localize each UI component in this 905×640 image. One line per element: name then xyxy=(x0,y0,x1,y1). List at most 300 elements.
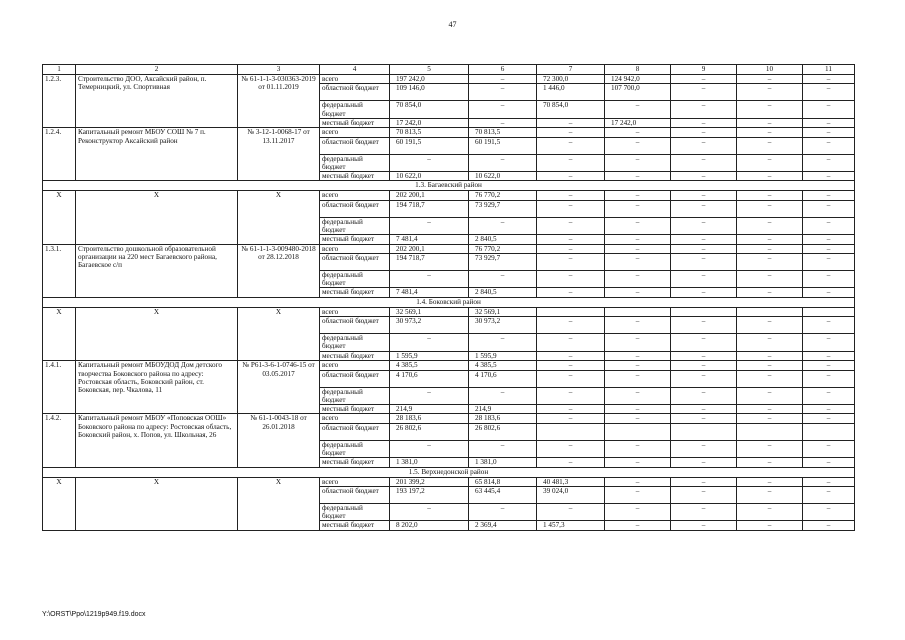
budget-source-label: областной бюджет xyxy=(320,84,390,101)
amount-cell: – xyxy=(737,235,803,244)
column-number: 6 xyxy=(469,65,537,75)
amount-cell: – xyxy=(671,235,737,244)
amount-cell: 10 622,0 xyxy=(469,172,537,181)
amount-cell: – xyxy=(803,128,855,137)
amount-cell: 1 457,3 xyxy=(537,521,605,530)
amount-cell: – xyxy=(605,440,671,457)
amount-cell: – xyxy=(605,404,671,413)
amount-cell: – xyxy=(537,351,605,360)
amount-cell: – xyxy=(605,191,671,200)
item-name: Капитальный ремонт МБОУДОД Дом детского творчества Боковского района по адресу: Ростовская область, Боковский район, ст. Боковская, пер. Чкалова, 11 xyxy=(76,361,238,414)
file-path-footer: Y:\ORST\Ppo\1219p949.f19.docx xyxy=(42,611,146,618)
amount-cell: – xyxy=(803,101,855,118)
amount-cell xyxy=(671,307,737,316)
budget-source-label: местный бюджет xyxy=(320,235,390,244)
item-code: 1.2.3. xyxy=(43,75,76,128)
budget-source-label: федеральный бюджет xyxy=(320,101,390,118)
column-number: 1 xyxy=(43,65,76,75)
amount-cell: – xyxy=(469,440,537,457)
amount-cell: – xyxy=(671,486,737,503)
amount-cell: – xyxy=(737,101,803,118)
budget-source-label: областной бюджет xyxy=(320,423,390,440)
district-heading-row xyxy=(43,297,855,307)
amount-cell: – xyxy=(737,244,803,253)
amount-cell: – xyxy=(803,244,855,253)
amount-cell: – xyxy=(537,191,605,200)
amount-cell: – xyxy=(537,414,605,423)
table-row xyxy=(43,361,855,370)
amount-cell: – xyxy=(605,217,671,234)
amount-cell xyxy=(605,423,671,440)
amount-cell: – xyxy=(605,172,671,181)
amount-cell: – xyxy=(737,414,803,423)
budget-source-label: всего xyxy=(320,307,390,316)
amount-cell: – xyxy=(803,440,855,457)
document-reference: X xyxy=(238,307,320,360)
amount-cell xyxy=(803,307,855,316)
budget-source-label: областной бюджет xyxy=(320,200,390,217)
amount-cell: – xyxy=(803,118,855,127)
amount-cell: – xyxy=(737,440,803,457)
table-row xyxy=(43,75,855,84)
amount-cell: 73 929,7 xyxy=(469,200,537,217)
page-number: 47 xyxy=(448,20,457,29)
amount-cell: 214,9 xyxy=(469,404,537,413)
budget-source-label: федеральный бюджет xyxy=(320,217,390,234)
amount-cell: – xyxy=(803,317,855,334)
amount-cell: 76 770,2 xyxy=(469,191,537,200)
amount-cell: – xyxy=(537,137,605,154)
document-reference: X xyxy=(238,191,320,244)
amount-cell: 17 242,0 xyxy=(390,118,469,127)
column-number: 9 xyxy=(671,65,737,75)
amount-cell: – xyxy=(537,271,605,288)
amount-cell: – xyxy=(671,172,737,181)
amount-cell xyxy=(605,307,671,316)
amount-cell: – xyxy=(737,254,803,271)
amount-cell: – xyxy=(671,288,737,297)
item-name: Строительство ДОО, Аксайский район, п. Темерницкий, ул. Спортивная xyxy=(76,75,238,128)
amount-cell: – xyxy=(671,101,737,118)
item-name: X xyxy=(76,477,238,530)
amount-cell: – xyxy=(803,370,855,387)
amount-cell: 40 481,3 xyxy=(537,477,605,486)
amount-cell: 70 854,0 xyxy=(537,101,605,118)
amount-cell: – xyxy=(390,217,469,234)
amount-cell: 72 300,0 xyxy=(537,75,605,84)
budget-source-label: всего xyxy=(320,191,390,200)
amount-cell: – xyxy=(537,254,605,271)
amount-cell: – xyxy=(537,503,605,520)
amount-cell: 60 191,5 xyxy=(390,137,469,154)
budget-source-label: местный бюджет xyxy=(320,118,390,127)
amount-cell: – xyxy=(671,503,737,520)
amount-cell: 1 446,0 xyxy=(537,84,605,101)
amount-cell: 10 622,0 xyxy=(390,172,469,181)
budget-source-label: местный бюджет xyxy=(320,521,390,530)
amount-cell: 60 191,5 xyxy=(469,137,537,154)
amount-cell: – xyxy=(671,128,737,137)
item-code: X xyxy=(43,191,76,244)
amount-cell: – xyxy=(671,317,737,334)
amount-cell: 4 170,6 xyxy=(390,370,469,387)
amount-cell: – xyxy=(803,271,855,288)
amount-cell: – xyxy=(605,101,671,118)
amount-cell: – xyxy=(803,477,855,486)
amount-cell: – xyxy=(605,486,671,503)
amount-cell: – xyxy=(469,217,537,234)
table-row xyxy=(43,244,855,253)
document-reference: № 61-1-1-3-009480-2018 от 28.12.2018 xyxy=(238,244,320,297)
amount-cell: – xyxy=(537,217,605,234)
amount-cell: – xyxy=(671,351,737,360)
amount-cell: – xyxy=(390,503,469,520)
amount-cell: – xyxy=(605,271,671,288)
amount-cell: – xyxy=(737,137,803,154)
amount-cell: – xyxy=(803,137,855,154)
amount-cell: – xyxy=(537,440,605,457)
amount-cell: – xyxy=(671,370,737,387)
amount-cell: – xyxy=(605,200,671,217)
budget-source-label: федеральный бюджет xyxy=(320,271,390,288)
amount-cell: – xyxy=(537,288,605,297)
document-reference: № 3-12-1-0068-17 от 13.11.2017 xyxy=(238,128,320,181)
amount-cell xyxy=(737,307,803,316)
budget-source-label: федеральный бюджет xyxy=(320,440,390,457)
amount-cell xyxy=(537,423,605,440)
amount-cell: – xyxy=(737,288,803,297)
budget-source-label: всего xyxy=(320,128,390,137)
amount-cell: – xyxy=(803,351,855,360)
amount-cell: – xyxy=(469,503,537,520)
amount-cell: – xyxy=(803,217,855,234)
amount-cell: 8 202,0 xyxy=(390,521,469,530)
amount-cell: – xyxy=(671,200,737,217)
column-number: 4 xyxy=(320,65,390,75)
district-title: 1.3. Багаевский район xyxy=(43,181,855,191)
amount-cell: – xyxy=(469,84,537,101)
amount-cell: – xyxy=(737,75,803,84)
item-code: X xyxy=(43,307,76,360)
amount-cell: – xyxy=(671,75,737,84)
column-number: 8 xyxy=(605,65,671,75)
amount-cell: – xyxy=(537,334,605,351)
budget-source-label: всего xyxy=(320,244,390,253)
amount-cell: 1 381,0 xyxy=(390,458,469,467)
amount-cell: – xyxy=(605,477,671,486)
amount-cell: – xyxy=(803,361,855,370)
budget-source-label: местный бюджет xyxy=(320,404,390,413)
amount-cell: – xyxy=(737,351,803,360)
amount-cell: 70 854,0 xyxy=(390,101,469,118)
item-code: X xyxy=(43,477,76,530)
column-number: 2 xyxy=(76,65,238,75)
amount-cell: – xyxy=(737,118,803,127)
amount-cell: – xyxy=(737,317,803,334)
budget-source-label: областной бюджет xyxy=(320,486,390,503)
amount-cell: 202 200,1 xyxy=(390,191,469,200)
amount-cell: – xyxy=(671,521,737,530)
budget-source-label: областной бюджет xyxy=(320,370,390,387)
amount-cell: – xyxy=(390,271,469,288)
amount-cell: – xyxy=(737,370,803,387)
amount-cell: – xyxy=(671,217,737,234)
amount-cell: – xyxy=(537,172,605,181)
amount-cell: – xyxy=(537,244,605,253)
amount-cell: – xyxy=(671,414,737,423)
budget-source-label: всего xyxy=(320,75,390,84)
amount-cell: 202 200,1 xyxy=(390,244,469,253)
column-number: 5 xyxy=(390,65,469,75)
amount-cell: – xyxy=(803,521,855,530)
amount-cell: – xyxy=(803,414,855,423)
amount-cell: – xyxy=(803,254,855,271)
amount-cell: – xyxy=(390,387,469,404)
amount-cell: 73 929,7 xyxy=(469,254,537,271)
amount-cell: – xyxy=(803,486,855,503)
amount-cell: – xyxy=(605,334,671,351)
amount-cell: – xyxy=(803,200,855,217)
budget-source-label: местный бюджет xyxy=(320,288,390,297)
amount-cell: – xyxy=(671,404,737,413)
amount-cell: – xyxy=(737,271,803,288)
amount-cell: – xyxy=(737,217,803,234)
amount-cell: – xyxy=(390,334,469,351)
amount-cell: – xyxy=(803,458,855,467)
amount-cell: – xyxy=(390,440,469,457)
amount-cell: 194 718,7 xyxy=(390,254,469,271)
amount-cell xyxy=(537,307,605,316)
amount-cell: – xyxy=(803,387,855,404)
amount-cell: – xyxy=(671,361,737,370)
amount-cell: – xyxy=(737,404,803,413)
amount-cell: – xyxy=(671,334,737,351)
amount-cell: – xyxy=(537,387,605,404)
district-heading-row xyxy=(43,181,855,191)
column-number: 7 xyxy=(537,65,605,75)
amount-cell: – xyxy=(803,84,855,101)
amount-cell: – xyxy=(737,200,803,217)
amount-cell: – xyxy=(605,154,671,171)
amount-cell: – xyxy=(537,235,605,244)
amount-cell: – xyxy=(469,271,537,288)
item-code: 1.3.1. xyxy=(43,244,76,297)
amount-cell: – xyxy=(537,128,605,137)
amount-cell: – xyxy=(671,387,737,404)
amount-cell: 2 840,5 xyxy=(469,288,537,297)
amount-cell: – xyxy=(803,154,855,171)
amount-cell: – xyxy=(605,387,671,404)
budget-source-label: всего xyxy=(320,361,390,370)
amount-cell: – xyxy=(671,191,737,200)
budget-source-label: всего xyxy=(320,477,390,486)
amount-cell: – xyxy=(671,118,737,127)
amount-cell: – xyxy=(737,191,803,200)
amount-cell: 1 595,9 xyxy=(390,351,469,360)
amount-cell: – xyxy=(737,503,803,520)
budget-source-label: федеральный бюджет xyxy=(320,154,390,171)
amount-cell: – xyxy=(803,334,855,351)
column-number-row xyxy=(43,65,855,75)
amount-cell: – xyxy=(605,288,671,297)
amount-cell: – xyxy=(469,154,537,171)
amount-cell: – xyxy=(469,334,537,351)
amount-cell: 28 183,6 xyxy=(390,414,469,423)
amount-cell: 32 569,1 xyxy=(469,307,537,316)
amount-cell: – xyxy=(605,521,671,530)
amount-cell: – xyxy=(737,486,803,503)
document-reference: № Р61-3-6-1-0746-15 от 03.05.2017 xyxy=(238,361,320,414)
amount-cell: 26 802,6 xyxy=(390,423,469,440)
amount-cell: 107 700,0 xyxy=(605,84,671,101)
budget-source-label: федеральный бюджет xyxy=(320,334,390,351)
amount-cell: – xyxy=(737,477,803,486)
amount-cell: 7 481,4 xyxy=(390,288,469,297)
amount-cell: – xyxy=(537,361,605,370)
amount-cell: – xyxy=(671,458,737,467)
amount-cell: – xyxy=(605,317,671,334)
amount-cell: – xyxy=(605,244,671,253)
amount-cell: – xyxy=(737,521,803,530)
amount-cell: 197 242,0 xyxy=(390,75,469,84)
amount-cell: – xyxy=(803,172,855,181)
amount-cell: 39 024,0 xyxy=(537,486,605,503)
amount-cell: – xyxy=(605,128,671,137)
amount-cell: – xyxy=(737,334,803,351)
amount-cell: – xyxy=(605,503,671,520)
amount-cell: 201 399,2 xyxy=(390,477,469,486)
item-code: 1.4.2. xyxy=(43,414,76,467)
item-code: 1.2.4. xyxy=(43,128,76,181)
amount-cell: – xyxy=(737,84,803,101)
amount-cell: 1 381,0 xyxy=(469,458,537,467)
amount-cell: – xyxy=(671,477,737,486)
amount-cell xyxy=(671,423,737,440)
amount-cell: 32 569,1 xyxy=(390,307,469,316)
amount-cell: – xyxy=(537,118,605,127)
amount-cell: – xyxy=(671,137,737,154)
amount-cell: 70 813,5 xyxy=(469,128,537,137)
amount-cell: – xyxy=(605,351,671,360)
item-name: X xyxy=(76,191,238,244)
column-number: 10 xyxy=(737,65,803,75)
amount-cell: 26 802,6 xyxy=(469,423,537,440)
amount-cell: 70 813,5 xyxy=(390,128,469,137)
amount-cell: – xyxy=(537,317,605,334)
amount-cell: – xyxy=(737,128,803,137)
amount-cell: 109 146,0 xyxy=(390,84,469,101)
amount-cell: 4 385,5 xyxy=(469,361,537,370)
amount-cell: – xyxy=(605,414,671,423)
district-title: 1.4. Боковский район xyxy=(43,297,855,307)
item-name: X xyxy=(76,307,238,360)
amount-cell: – xyxy=(671,440,737,457)
amount-cell: – xyxy=(469,101,537,118)
amount-cell xyxy=(737,423,803,440)
amount-cell: 2 840,5 xyxy=(469,235,537,244)
amount-cell: 214,9 xyxy=(390,404,469,413)
investment-program-table xyxy=(42,64,855,531)
item-name: Капитальный ремонт МБОУ СОШ № 7 п. Реконструктор Аксайский район xyxy=(76,128,238,181)
amount-cell: – xyxy=(803,503,855,520)
budget-source-label: местный бюджет xyxy=(320,458,390,467)
amount-cell: 193 197,2 xyxy=(390,486,469,503)
amount-cell: – xyxy=(803,288,855,297)
amount-cell: – xyxy=(803,191,855,200)
amount-cell: 4 170,6 xyxy=(469,370,537,387)
amount-cell: – xyxy=(605,137,671,154)
amount-cell: 124 942,0 xyxy=(605,75,671,84)
amount-cell: 63 445,4 xyxy=(469,486,537,503)
amount-cell: – xyxy=(390,154,469,171)
amount-cell: – xyxy=(737,458,803,467)
amount-cell: – xyxy=(605,361,671,370)
amount-cell: 30 973,2 xyxy=(469,317,537,334)
amount-cell: 17 242,0 xyxy=(605,118,671,127)
amount-cell xyxy=(803,423,855,440)
item-name: Капитальный ремонт МБОУ «Поповская ООШ» Боковского района по адресу: Ростовская область, Боковский район, х. Попов, ул. Школьная, 26 xyxy=(76,414,238,467)
amount-cell: – xyxy=(803,404,855,413)
document-reference: № 61-1-1-3-030363-2019 от 01.11.2019 xyxy=(238,75,320,128)
document-reference: № 61-1-0043-18 от 26.01.2018 xyxy=(238,414,320,467)
table-row xyxy=(43,414,855,423)
budget-source-label: областной бюджет xyxy=(320,137,390,154)
item-name: Строительство дошкольной образовательной организации на 220 мест Багаевского района, Багаевское с/п xyxy=(76,244,238,297)
district-heading-row xyxy=(43,467,855,477)
amount-cell: – xyxy=(737,361,803,370)
item-code: 1.4.1. xyxy=(43,361,76,414)
amount-cell: 2 369,4 xyxy=(469,521,537,530)
budget-source-label: областной бюджет xyxy=(320,254,390,271)
amount-cell: 1 595,9 xyxy=(469,351,537,360)
amount-cell: 65 814,8 xyxy=(469,477,537,486)
amount-cell: – xyxy=(605,458,671,467)
amount-cell: – xyxy=(671,254,737,271)
amount-cell: 7 481,4 xyxy=(390,235,469,244)
budget-source-label: местный бюджет xyxy=(320,172,390,181)
amount-cell: 28 183,6 xyxy=(469,414,537,423)
table-row xyxy=(43,191,855,200)
amount-cell: – xyxy=(737,387,803,404)
column-number: 11 xyxy=(803,65,855,75)
amount-cell: – xyxy=(605,235,671,244)
amount-cell: – xyxy=(537,200,605,217)
amount-cell: – xyxy=(537,370,605,387)
document-reference: X xyxy=(238,477,320,530)
amount-cell: – xyxy=(671,271,737,288)
budget-source-label: всего xyxy=(320,414,390,423)
amount-cell: – xyxy=(737,154,803,171)
table-row xyxy=(43,307,855,316)
column-number: 3 xyxy=(238,65,320,75)
amount-cell: – xyxy=(671,154,737,171)
amount-cell: – xyxy=(671,84,737,101)
amount-cell: – xyxy=(537,458,605,467)
amount-cell: – xyxy=(605,254,671,271)
amount-cell: – xyxy=(537,404,605,413)
district-title: 1.5. Верхнедонской район xyxy=(43,467,855,477)
amount-cell: – xyxy=(469,118,537,127)
budget-source-label: федеральный бюджет xyxy=(320,503,390,520)
amount-cell: – xyxy=(469,387,537,404)
amount-cell: – xyxy=(537,154,605,171)
amount-cell: – xyxy=(605,370,671,387)
table-row xyxy=(43,128,855,137)
amount-cell: – xyxy=(737,172,803,181)
amount-cell: – xyxy=(671,244,737,253)
budget-source-label: областной бюджет xyxy=(320,317,390,334)
amount-cell: – xyxy=(803,235,855,244)
